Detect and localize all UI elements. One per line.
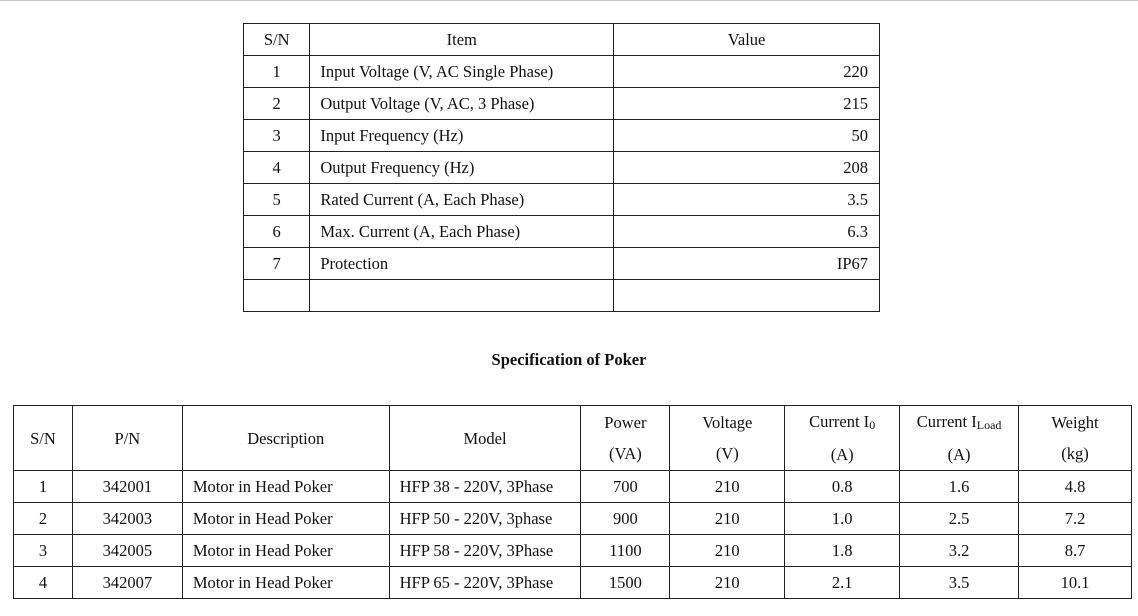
poker-header-current-iload-label [900,406,1018,439]
spec-table-header-row [244,24,880,56]
poker-cell-description: Motor in Head Poker [182,567,389,599]
page-top-divider [0,0,1138,1]
poker-header-weight [1019,406,1132,471]
poker-cell-current-iload: 3.2 [900,535,1019,567]
spec-cell-value: 220 [614,56,880,88]
poker-cell-power: 900 [581,503,670,535]
table-row [244,184,880,216]
poker-spec-table [13,405,1132,599]
poker-cell-sn: 1 [14,471,73,503]
poker-cell-model: HFP 58 - 220V, 3Phase [389,535,581,567]
poker-header-current-i0-label [785,406,899,439]
poker-header-voltage-label: Voltage [702,413,753,432]
poker-table-header-row [14,406,1132,471]
poker-cell-voltage: 210 [670,567,785,599]
poker-header-current-i0 [785,406,900,471]
poker-cell-weight: 4.8 [1019,471,1132,503]
poker-header-pn: P/N [72,406,182,471]
spec-table [243,23,880,312]
poker-header-current-i0-sub: 0 [869,418,876,432]
table-row [244,216,880,248]
poker-cell-description: Motor in Head Poker [182,471,389,503]
table-row [14,503,1132,535]
poker-cell-weight: 7.2 [1019,503,1132,535]
poker-cell-current-i0: 0.8 [785,471,900,503]
table-row [14,567,1132,599]
poker-cell-current-i0: 1.0 [785,503,900,535]
poker-cell-model: HFP 38 - 220V, 3Phase [389,471,581,503]
spec-cell-item: Protection [310,248,614,280]
table-row [14,471,1132,503]
poker-cell-current-i0: 1.8 [785,535,900,567]
poker-cell-model: HFP 50 - 220V, 3phase [389,503,581,535]
poker-cell-sn: 2 [14,503,73,535]
poker-cell-current-iload: 3.5 [900,567,1019,599]
poker-header-current-i0-text: Current I [809,412,870,431]
spec-cell-item: Max. Current (A, Each Phase) [310,216,614,248]
poker-cell-voltage: 210 [670,503,785,535]
poker-cell-voltage: 210 [670,471,785,503]
table-row [244,248,880,280]
spec-cell-item: Input Frequency (Hz) [310,120,614,152]
poker-header-weight-label: Weight [1051,413,1099,432]
spec-cell-sn [244,280,310,312]
poker-header-current-iload [900,406,1019,471]
poker-cell-current-iload: 1.6 [900,471,1019,503]
spec-cell-value: 50 [614,120,880,152]
poker-cell-model: HFP 65 - 220V, 3Phase [389,567,581,599]
poker-spec-title: Specification of Poker [491,350,647,369]
spec-cell-sn: 6 [244,216,310,248]
poker-header-current-iload-sub: Load [976,418,1002,432]
poker-cell-pn: 342001 [72,471,182,503]
poker-header-power-label: Power [604,413,647,432]
table-row [14,535,1132,567]
poker-cell-power: 700 [581,471,670,503]
poker-cell-power: 1500 [581,567,670,599]
poker-cell-weight: 10.1 [1019,567,1132,599]
poker-header-current-iload-text: Current I [916,412,977,431]
poker-table-body [14,471,1132,599]
poker-cell-description: Motor in Head Poker [182,503,389,535]
poker-header-description: Description [182,406,389,471]
spec-cell-item: Output Voltage (V, AC, 3 Phase) [310,88,614,120]
spec-header-value: Value [614,24,880,56]
poker-header-power-unit: (VA) [609,444,642,463]
spec-cell-item: Rated Current (A, Each Phase) [310,184,614,216]
table-row [244,152,880,184]
spec-cell-value: IP67 [614,248,880,280]
poker-header-current-i0-unit: (A) [830,445,854,464]
poker-cell-power: 1100 [581,535,670,567]
spec-cell-sn: 4 [244,152,310,184]
poker-header-model: Model [389,406,581,471]
poker-header-power [581,406,670,471]
spec-cell-value: 208 [614,152,880,184]
poker-header-voltage [670,406,785,471]
spec-cell-item [310,280,614,312]
poker-header-sn: S/N [14,406,73,471]
poker-cell-weight: 8.7 [1019,535,1132,567]
poker-cell-pn: 342003 [72,503,182,535]
poker-cell-description: Motor in Head Poker [182,535,389,567]
poker-header-voltage-unit: (V) [715,444,739,463]
poker-cell-sn: 4 [14,567,73,599]
poker-cell-current-i0: 2.1 [785,567,900,599]
poker-cell-pn: 342007 [72,567,182,599]
spec-cell-sn: 3 [244,120,310,152]
table-row [244,56,880,88]
poker-header-current-iload-unit: (A) [947,445,971,464]
spec-cell-sn: 5 [244,184,310,216]
spec-cell-item: Input Voltage (V, AC Single Phase) [310,56,614,88]
spec-cell-value: 6.3 [614,216,880,248]
spec-cell-value: 215 [614,88,880,120]
spec-cell-value [614,280,880,312]
spec-header-sn: S/N [244,24,310,56]
spec-cell-sn: 1 [244,56,310,88]
spec-table-body [244,56,880,312]
table-row [244,280,880,312]
spec-cell-sn: 2 [244,88,310,120]
table-row [244,120,880,152]
poker-header-weight-unit: (kg) [1061,444,1089,463]
poker-cell-current-iload: 2.5 [900,503,1019,535]
spec-cell-item: Output Frequency (Hz) [310,152,614,184]
spec-cell-sn: 7 [244,248,310,280]
table-row [244,88,880,120]
poker-cell-sn: 3 [14,535,73,567]
poker-cell-pn: 342005 [72,535,182,567]
spec-cell-value: 3.5 [614,184,880,216]
spec-header-item: Item [310,24,614,56]
poker-cell-voltage: 210 [670,535,785,567]
